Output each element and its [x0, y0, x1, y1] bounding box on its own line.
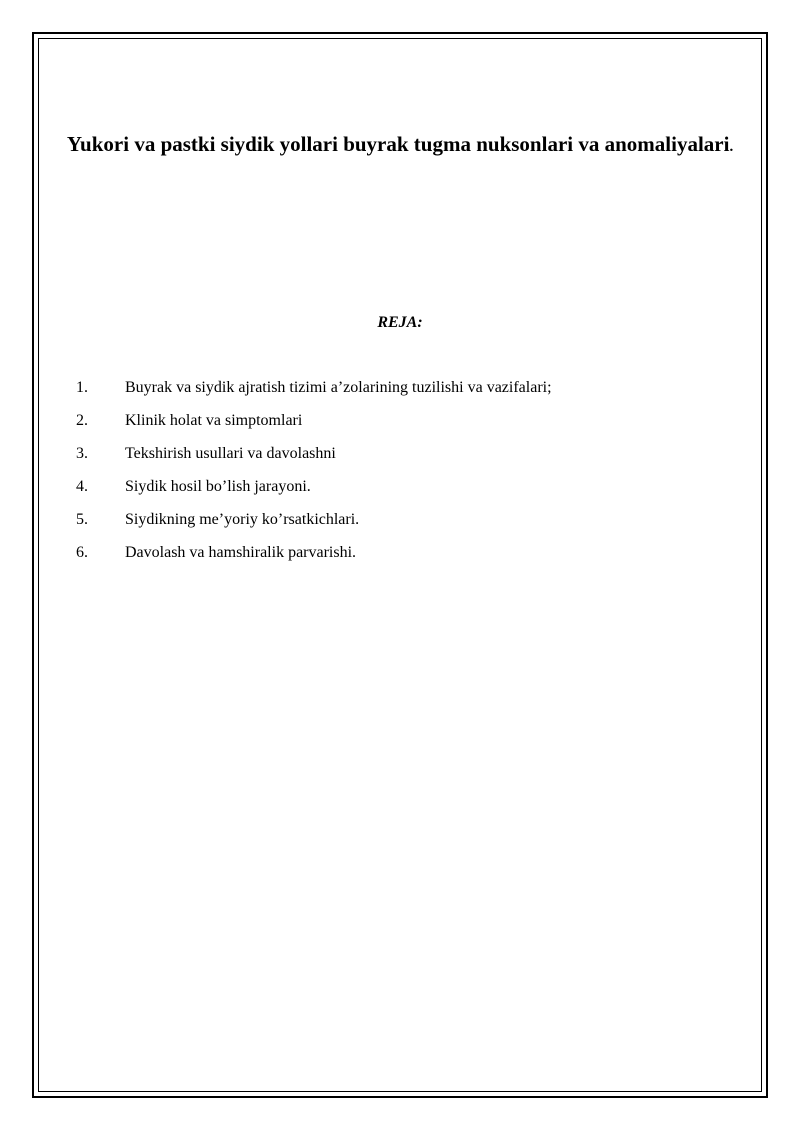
plan-item — [76, 476, 736, 509]
plan-item-text: Klinik holat va simptomlari — [125, 412, 303, 429]
plan-item — [76, 377, 736, 410]
plan-item — [76, 443, 736, 476]
plan-item-number: 2. — [76, 412, 88, 429]
plan-item-number: 4. — [76, 478, 88, 495]
plan-item-text: Siydik hosil bo’lish jarayoni. — [125, 478, 311, 495]
plan-item-number: 5. — [76, 511, 88, 528]
plan-item-number: 1. — [76, 379, 88, 396]
document-title — [60, 116, 740, 175]
plan-list — [76, 377, 736, 575]
plan-item — [76, 509, 736, 542]
plan-heading: REJA: — [377, 314, 423, 331]
plan-item-text: Siydikning me’yoriy ko’rsatkichlari. — [125, 511, 360, 528]
plan-item-text: Tekshirish usullari va davolashni — [125, 445, 336, 462]
plan-item-text: Davolash va hamshiralik parvarishi. — [125, 544, 357, 561]
plan-item-text: Buyrak va siydik ajratish tizimi a’zolarining tuzilishi va vazifalari; — [125, 379, 552, 396]
document-title-text: Yukori va pastki siydik yollari buyrak tugma nuksonlari va anomaliyalari — [66, 132, 730, 156]
plan-item-number: 6. — [76, 544, 88, 561]
plan-item-number: 3. — [76, 445, 88, 462]
plan-item — [76, 542, 736, 575]
document-title-period: . — [729, 139, 734, 155]
plan-item — [76, 410, 736, 443]
